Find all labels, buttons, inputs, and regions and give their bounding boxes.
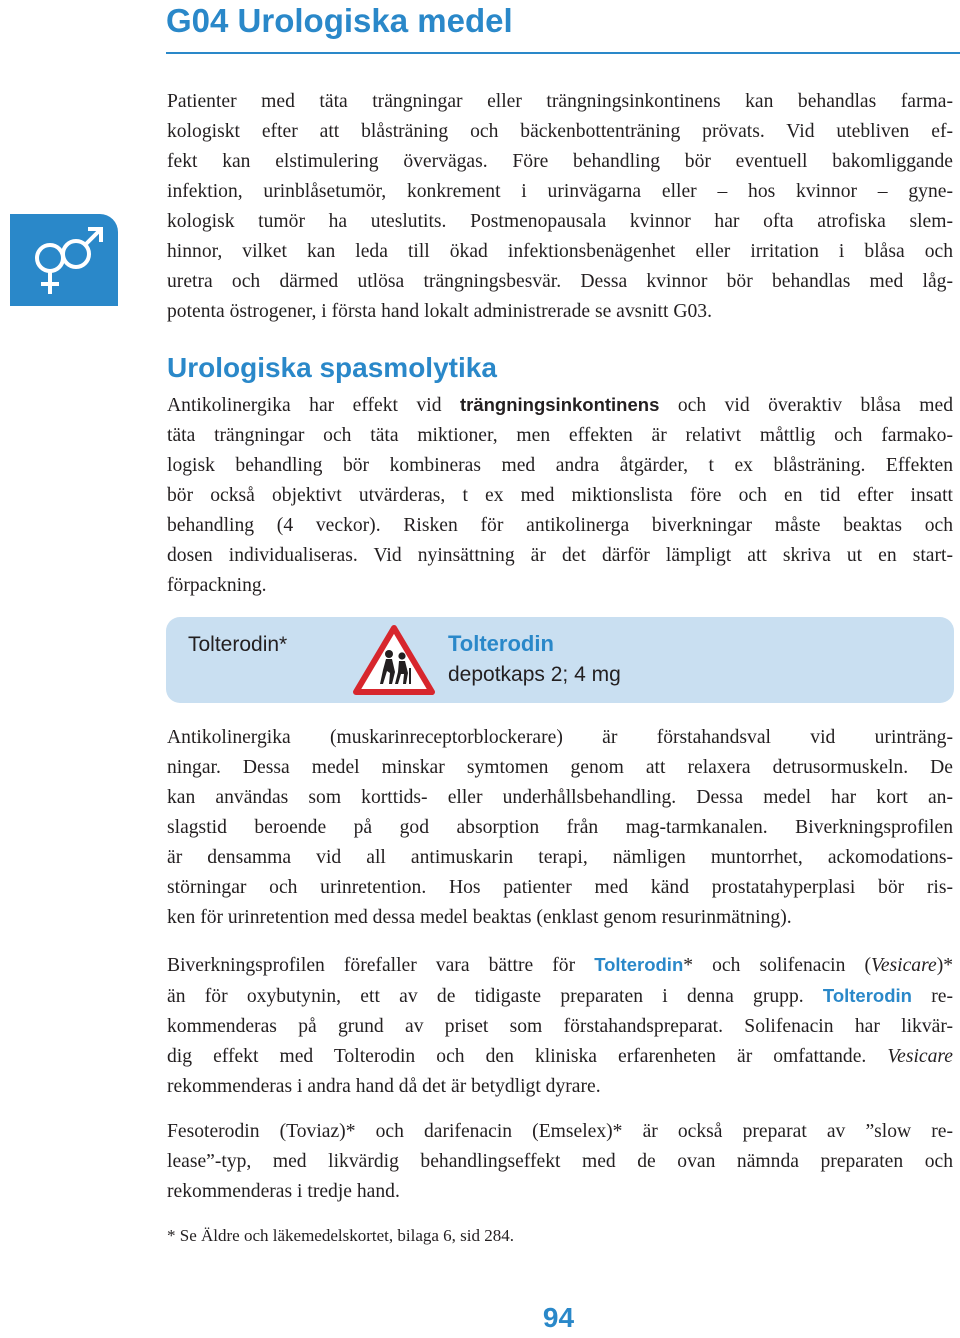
text-line <box>167 1042 953 1072</box>
text-line: kologisk tumör ha uteslutits. Postmenopausala kvinnor har ofta atrofiska slem- <box>167 211 953 232</box>
page-number: 94 <box>542 1302 575 1333</box>
text-line: Antikolinergika (muskarinreceptorblockerare) är förstahandsval vid urinträng- <box>167 727 953 748</box>
text-line: täta trängningar och täta miktioner, men effekten är relativt måttlig och farmako- <box>167 425 953 446</box>
text-line: hinnor, vilket kan leda till ökad infektionsbenägenhet eller irritation i blåsa och <box>167 241 953 262</box>
male-female-symbol-icon <box>10 214 118 306</box>
text-line: är densamma vid all antimuskarin terapi, nämligen muntorrhet, ackomodations- <box>167 847 953 868</box>
symbol-box <box>10 214 118 306</box>
text-line: slagstid beroende på god absorption från mag-tarmkanalen. Biverkningsprofilen <box>167 817 953 838</box>
text-span: * och solifenacin ( <box>683 955 872 976</box>
text-line: bör också objektivt utvärderas, t ex med miktionslista före och en tid efter insatt <box>167 485 953 506</box>
text-line: rekommenderas i andra hand då det är betydligt dyrare. <box>167 1076 601 1097</box>
text-line: ningar. Dessa medel minskar symtomen genom att relaxera detrusormuskeln. De <box>167 757 953 778</box>
text-line: Fesoterodin (Toviaz)* och darifenacin (Emselex)* är också preparat av ”slow re- <box>167 1121 953 1142</box>
drug-box-label: Tolterodin* <box>188 633 288 656</box>
text-line: störningar och urinretention. Hos patienter med känd prostatahyperplasi bör ris- <box>167 877 953 898</box>
footnote: * Se Äldre och läkemedelskortet, bilaga 6, sid 284. <box>167 1226 514 1245</box>
text-line: Patienter med täta trängningar eller trängningsinkontinens kan behandlas farma- <box>167 91 953 112</box>
spasmolytika-paragraph <box>167 390 953 601</box>
text-line <box>167 981 953 1012</box>
text-span: )* <box>936 955 954 976</box>
antikolinergika-paragraph <box>167 723 953 933</box>
text-span: Antikolinergika har effekt vid <box>167 395 460 416</box>
fesoterodin-paragraph <box>167 1117 953 1207</box>
text-span: dig effekt med Tolterodin och den kliniska erfarenheten är omfattande. <box>167 1046 888 1067</box>
intro-paragraph <box>167 87 953 327</box>
text-line: behandling (4 veckor). Risken för antikolinerga biverkningar måste beaktas och <box>167 515 953 536</box>
elderly-warning-sign-icon <box>352 624 436 696</box>
text-span: än för oxybutynin, ett av de tidigaste preparaten i denna grupp. <box>167 986 823 1007</box>
text-line: potenta östrogener, i första hand lokalt administrerade se avsnitt G03. <box>167 301 712 322</box>
text-line: lease”-typ, med likvärdig behandlingseffekt med de ovan nämnda preparaten och <box>167 1151 953 1172</box>
page-title: G04 Urologiska medel <box>166 2 513 39</box>
text-line: rekommenderas i tredje hand. <box>167 1181 400 1202</box>
text-line: logisk behandling bör kombineras med andra åtgärder, t ex blåsträning. Effekten <box>167 455 953 476</box>
drug-form: depotkaps 2; 4 mg <box>448 663 621 686</box>
biverkningsprofil-paragraph <box>167 950 953 1102</box>
text-line: förpackning. <box>167 575 267 596</box>
text-line <box>167 950 953 981</box>
text-span: re- <box>911 986 953 1007</box>
text-line: kan användas som korttids- eller underhållsbehandling. Dessa medel har kort an- <box>167 787 953 808</box>
drug-link: Tolterodin <box>822 985 912 1006</box>
drug-recommendation-box <box>166 617 954 703</box>
text-line: fekt kan elstimulering övervägas. Före behandling bör eventuell bakomliggande <box>167 151 953 172</box>
text-line <box>167 390 953 421</box>
drug-name: Tolterodin <box>448 631 554 656</box>
brand-name: Vesicare <box>871 955 937 976</box>
text-line: kommenderas på grund av priset som förstahandspreparat. Solifenacin har likvär- <box>167 1016 953 1037</box>
section-heading: Urologiska spasmolytika <box>167 352 497 383</box>
emphasis-term: trängningsinkontinens <box>459 394 660 415</box>
brand-name: Vesicare <box>887 1046 953 1067</box>
title-bar <box>166 0 960 54</box>
text-span: Biverkningsprofilen förefaller vara bättre för <box>167 955 595 976</box>
text-line: kologiskt efter att blåsträning och bäckenbottenträning prövats. Vid utebliven ef- <box>167 121 953 142</box>
text-span: och vid överaktiv blåsa med <box>659 395 953 416</box>
text-line: ken för urinretention med dessa medel beaktas (enklast genom resurinmätning). <box>167 907 792 928</box>
text-line: dosen individualiseras. Vid nyinsättning är det därför lämpligt att skriva ut en start- <box>167 545 953 566</box>
text-line: uretra och därmed utlösa trängningsbesvär. Dessa kvinnor bör behandlas med låg- <box>167 271 953 292</box>
drug-link: Tolterodin <box>594 954 684 975</box>
text-line: infektion, urinblåsetumör, konkrement i urinvägarna eller – hos kvinnor – gyne- <box>167 181 953 202</box>
